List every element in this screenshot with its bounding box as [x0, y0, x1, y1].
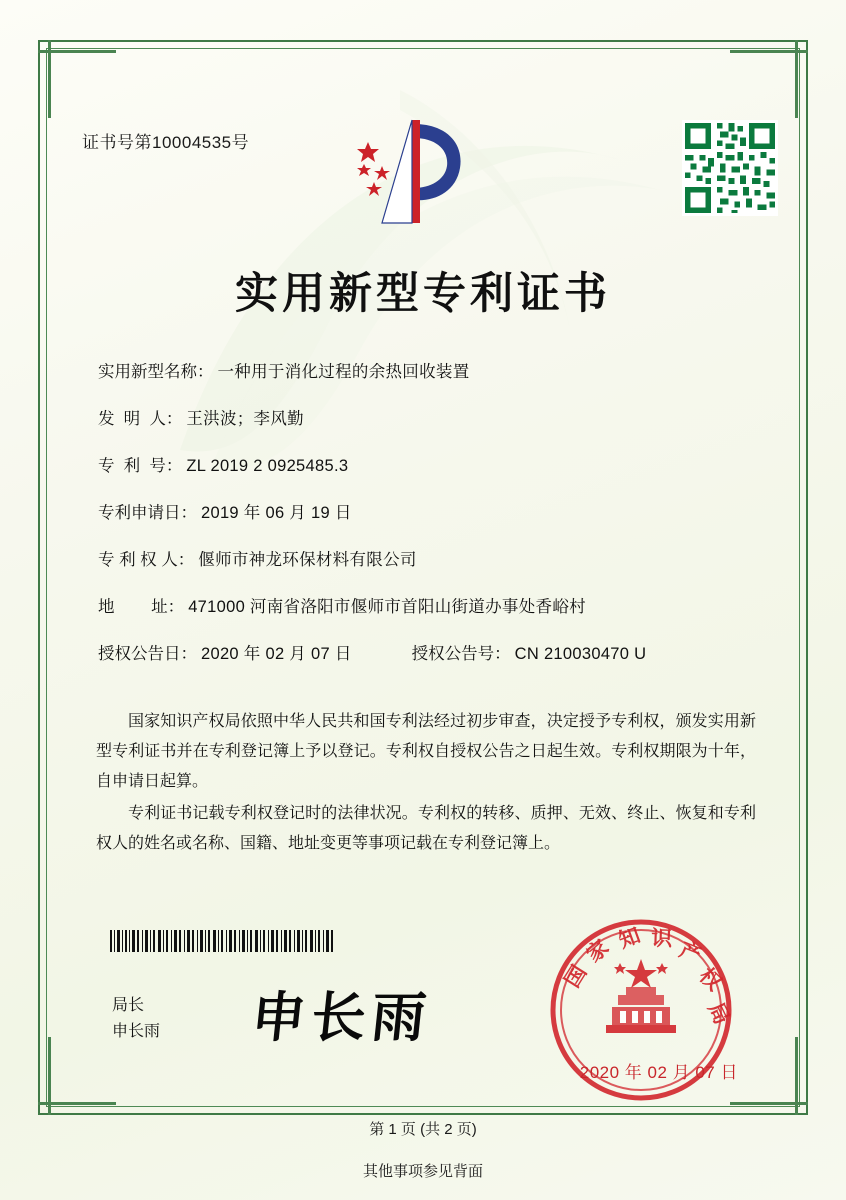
field-label: 实用新型名称：	[98, 363, 214, 381]
field-row-inventor	[98, 405, 758, 429]
field-row-address	[98, 593, 758, 617]
field-label: 专 利 权 人：	[98, 551, 195, 569]
field-row-patent-number	[98, 452, 758, 476]
corner-ornament-top-left	[38, 40, 116, 118]
field-value: 偃师市神龙环保材料有限公司	[198, 551, 417, 569]
svg-text:产: 产	[676, 936, 705, 968]
corner-ornament-top-right	[730, 40, 808, 118]
qr-code-icon	[682, 120, 778, 216]
signature-labels	[112, 993, 160, 1045]
barcode-icon	[110, 930, 335, 952]
field-label: 地 址：	[98, 598, 185, 616]
svg-text:家: 家	[581, 934, 614, 967]
field-row-name	[98, 358, 758, 382]
back-side-note: 其他事项参见背面	[362, 1163, 483, 1180]
paragraph-2: 专利证书记载专利权登记时的法律状况。专利权的转移、质押、无效、终止、恢复和专利权人的姓名或名称、国籍、地址变更等事项记载在专利登记簿上。	[96, 805, 756, 852]
field-label: 专利申请日：	[98, 504, 197, 522]
page-title: 实用新型专利证书	[235, 269, 611, 319]
field-label: 专 利 号：	[98, 457, 183, 475]
field-value: 2019 年 06 月 19 日	[201, 504, 352, 522]
publication-date-label: 授权公告日：	[98, 645, 197, 663]
svg-text:局: 局	[703, 998, 736, 1029]
publication-number-value: CN 210030470 U	[514, 645, 647, 663]
patent-office-emblem-icon	[352, 118, 472, 228]
seal-date: 2020 年 02 月 07 日	[579, 1063, 738, 1082]
svg-text:知: 知	[615, 922, 644, 953]
field-value: 一种用于消化过程的余热回收装置	[217, 363, 470, 381]
director-role-label: 局长	[112, 997, 145, 1014]
field-value: 王洪波；李风勤	[186, 410, 304, 428]
field-label: 发 明 人：	[98, 410, 183, 428]
legal-text	[96, 707, 756, 861]
field-row-patentee	[98, 546, 758, 570]
publication-date-value: 2020 年 02 月 07 日	[201, 645, 352, 663]
corner-ornament-bottom-left	[38, 1037, 116, 1115]
field-row-publication	[98, 640, 758, 664]
page-number: 第 1 页 (共 2 页)	[369, 1121, 477, 1138]
svg-text:识: 识	[650, 925, 673, 951]
svg-text:国: 国	[559, 960, 592, 992]
corner-ornament-bottom-right	[730, 1037, 808, 1115]
svg-text:权: 权	[694, 962, 727, 996]
field-row-application-date	[98, 499, 758, 523]
certificate-number: 证书号第10004535号	[82, 133, 250, 152]
publication-number-label: 授权公告号：	[411, 645, 511, 663]
fields-list	[98, 358, 758, 687]
paragraph-1: 国家知识产权局依照中华人民共和国专利法经过初步审查，决定授予专利权，颁发实用新型专利证书并在专利登记簿上予以登记。专利权自授权公告之日起生效。专利权期限为十年，自申请日起算。	[96, 713, 756, 790]
field-value: 471000 河南省洛阳市偃师市首阳山街道办事处香峪村	[188, 598, 586, 616]
director-name-label: 申长雨	[112, 1023, 161, 1040]
field-value: ZL 2019 2 0925485.3	[186, 457, 349, 475]
director-handwritten-signature: 申长雨	[248, 985, 435, 1049]
